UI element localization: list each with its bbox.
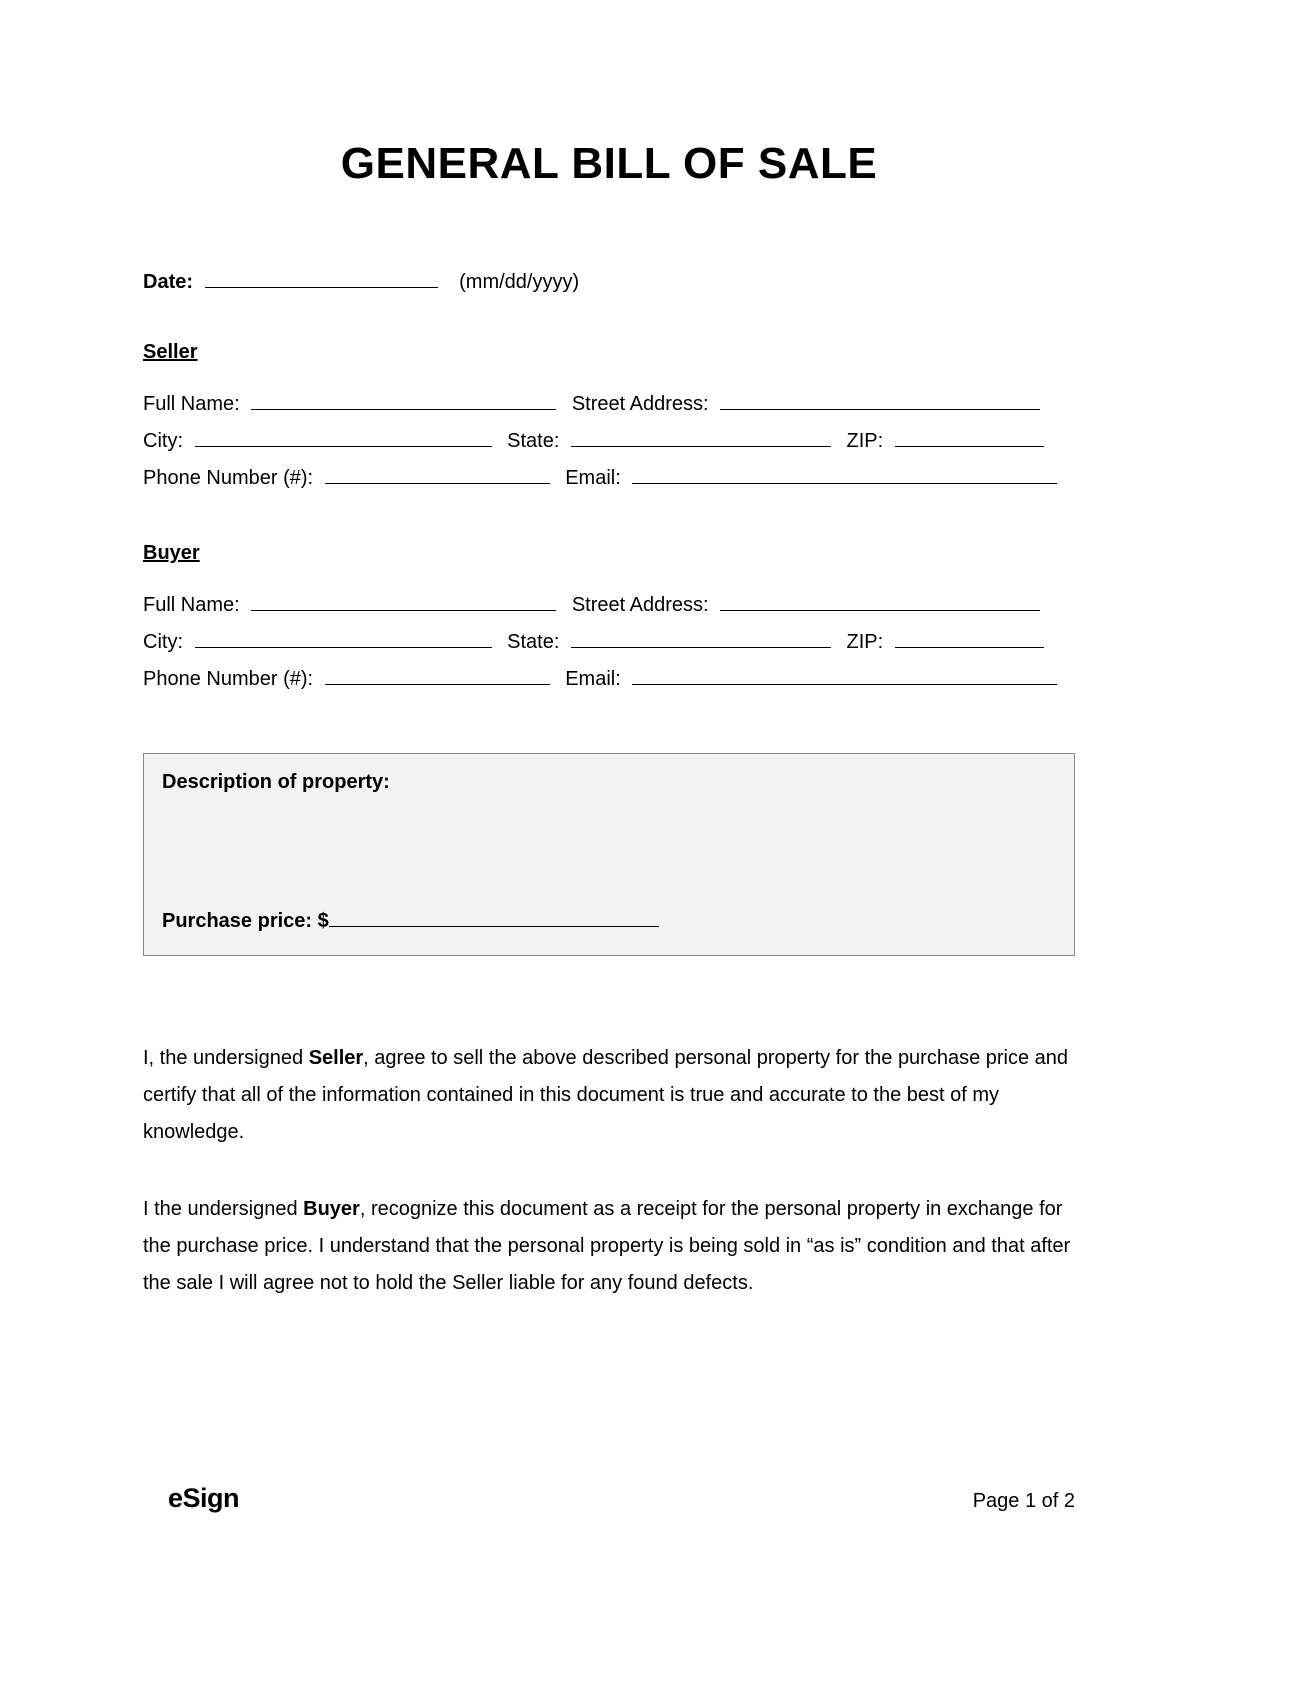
seller-row-city-state-zip <box>143 423 1075 460</box>
buyer-zip-line[interactable] <box>895 634 1044 648</box>
property-description-area[interactable] <box>162 794 1056 909</box>
seller-phone-label: Phone Number (#): <box>143 467 314 489</box>
document-title: GENERAL BILL OF SALE <box>340 139 878 188</box>
buyer-full-name-line[interactable] <box>251 597 556 611</box>
buyer-row-phone-email <box>143 661 1075 698</box>
seller-full-name-label: Full Name: <box>143 393 240 415</box>
date-row <box>143 270 1075 294</box>
seller-agreement-bold: Seller <box>308 1047 364 1069</box>
seller-full-name-line[interactable] <box>251 396 556 410</box>
date-format-hint: (mm/dd/yyyy) <box>459 271 580 293</box>
buyer-phone-line[interactable] <box>325 671 550 685</box>
buyer-state-label: State: <box>507 631 560 653</box>
seller-email-line[interactable] <box>632 470 1057 484</box>
purchase-price-label: Purchase price: <box>162 910 313 932</box>
date-label: Date: <box>143 271 194 293</box>
seller-section <box>143 340 1075 497</box>
page-indicator: Page 1 of 2 <box>972 1490 1075 1512</box>
seller-zip-label: ZIP: <box>846 430 884 452</box>
buyer-agreement-bold: Buyer <box>303 1198 360 1220</box>
buyer-email-line[interactable] <box>632 671 1057 685</box>
seller-agreement-pre: I, the undersigned <box>143 1047 309 1069</box>
date-input-line[interactable] <box>205 274 438 288</box>
property-description-box <box>143 753 1075 956</box>
esign-logo: eSign <box>168 1483 240 1513</box>
seller-agreement-post: , agree to sell the above described personal property for the purchase price and certify that all of the information contained in this document is true and accurate to the best of my knowledge. <box>143 1047 1069 1143</box>
seller-rows <box>143 386 1075 497</box>
seller-agreement-paragraph <box>143 1040 1075 1151</box>
buyer-row-city-state-zip <box>143 624 1075 661</box>
seller-state-label: State: <box>507 430 560 452</box>
purchase-price-line[interactable] <box>329 913 659 927</box>
buyer-phone-label: Phone Number (#): <box>143 668 314 690</box>
seller-heading: Seller <box>143 341 198 363</box>
seller-street-address-line[interactable] <box>720 396 1040 410</box>
buyer-street-address-label: Street Address: <box>571 594 709 616</box>
seller-city-line[interactable] <box>195 433 492 447</box>
buyer-rows <box>143 587 1075 698</box>
purchase-price-row <box>162 909 1056 933</box>
buyer-agreement-post: , recognize this document as a receipt for the personal property in exchange for the purchase price. I understand that the personal property is being sold in “as is” condition and that after the sale I will agree not to hold the Seller liable for any found defects. <box>143 1198 1071 1294</box>
seller-row-name-address <box>143 386 1075 423</box>
currency-symbol: $ <box>317 910 329 932</box>
buyer-agreement-paragraph <box>143 1191 1075 1302</box>
buyer-city-line[interactable] <box>195 634 492 648</box>
seller-zip-line[interactable] <box>895 433 1044 447</box>
seller-state-line[interactable] <box>571 433 831 447</box>
buyer-street-address-line[interactable] <box>720 597 1040 611</box>
buyer-heading: Buyer <box>143 542 200 564</box>
buyer-zip-label: ZIP: <box>846 631 884 653</box>
seller-row-phone-email <box>143 460 1075 497</box>
seller-email-label: Email: <box>565 467 621 489</box>
buyer-state-line[interactable] <box>571 634 831 648</box>
seller-city-label: City: <box>143 430 183 452</box>
buyer-row-name-address <box>143 587 1075 624</box>
buyer-city-label: City: <box>143 631 183 653</box>
buyer-full-name-label: Full Name: <box>143 594 240 616</box>
page-footer <box>143 1483 1075 1514</box>
buyer-section <box>143 541 1075 698</box>
property-description-label: Description of property: <box>162 771 390 793</box>
seller-phone-line[interactable] <box>325 470 550 484</box>
seller-street-address-label: Street Address: <box>571 393 709 415</box>
buyer-agreement-pre: I the undersigned <box>143 1198 304 1220</box>
buyer-email-label: Email: <box>565 668 621 690</box>
